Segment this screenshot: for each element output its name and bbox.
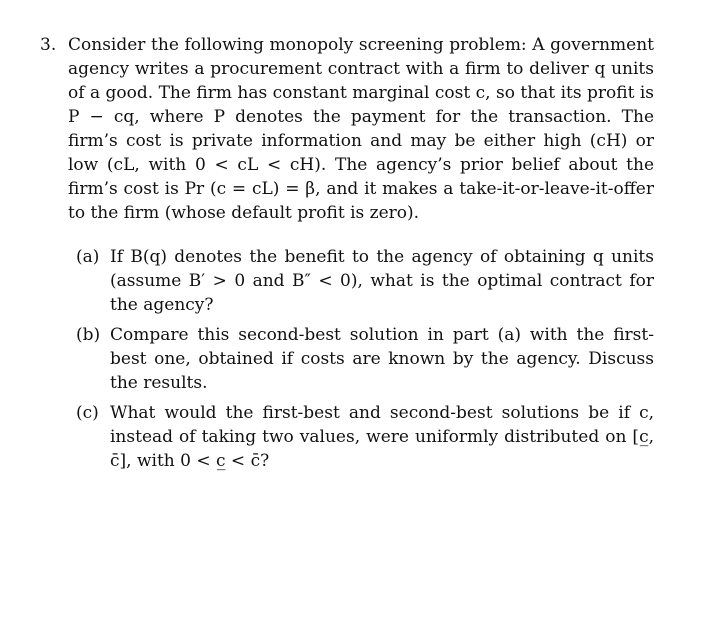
part-a [76, 245, 654, 317]
problem-parts [76, 245, 654, 479]
part-a-label: (a) [76, 247, 100, 267]
problem-intro: Consider the following monopoly screening problem: A government agency writes a procurement contract with a firm to deliver q units of a good. The firm has constant marginal cost c, so that its profit is P − cq, where P denotes the payment for the transaction. The firm’s cost is private information and may be either high (cH) or low (cL, with 0 < cL < cH). The agency’s prior belief about the firm’s cost is Pr (c = cL) = β, and it makes a take-it-or-leave-it-offer to the firm (whose default profit is zero). [68, 35, 654, 223]
part-b-text: Compare this second-best solution in part (a) with the first-best one, obtained if costs are known by the agency. Discuss the results. [110, 325, 654, 393]
part-c [76, 401, 654, 473]
problem-number: 3. [40, 35, 57, 55]
part-b [76, 323, 654, 395]
part-a-text: If B(q) denotes the benefit to the agency of obtaining q units (assume B′ > 0 and B″ < 0), what is the optimal contract for the agency? [110, 247, 654, 315]
part-c-text: What would the first-best and second-best solutions be if c, instead of taking two values, were uniformly distributed on [c̲, c̄], with 0 < c̲ < c̄? [110, 403, 654, 471]
part-b-label: (b) [76, 325, 101, 345]
problem-3 [40, 33, 654, 225]
part-c-label: (c) [76, 403, 99, 423]
